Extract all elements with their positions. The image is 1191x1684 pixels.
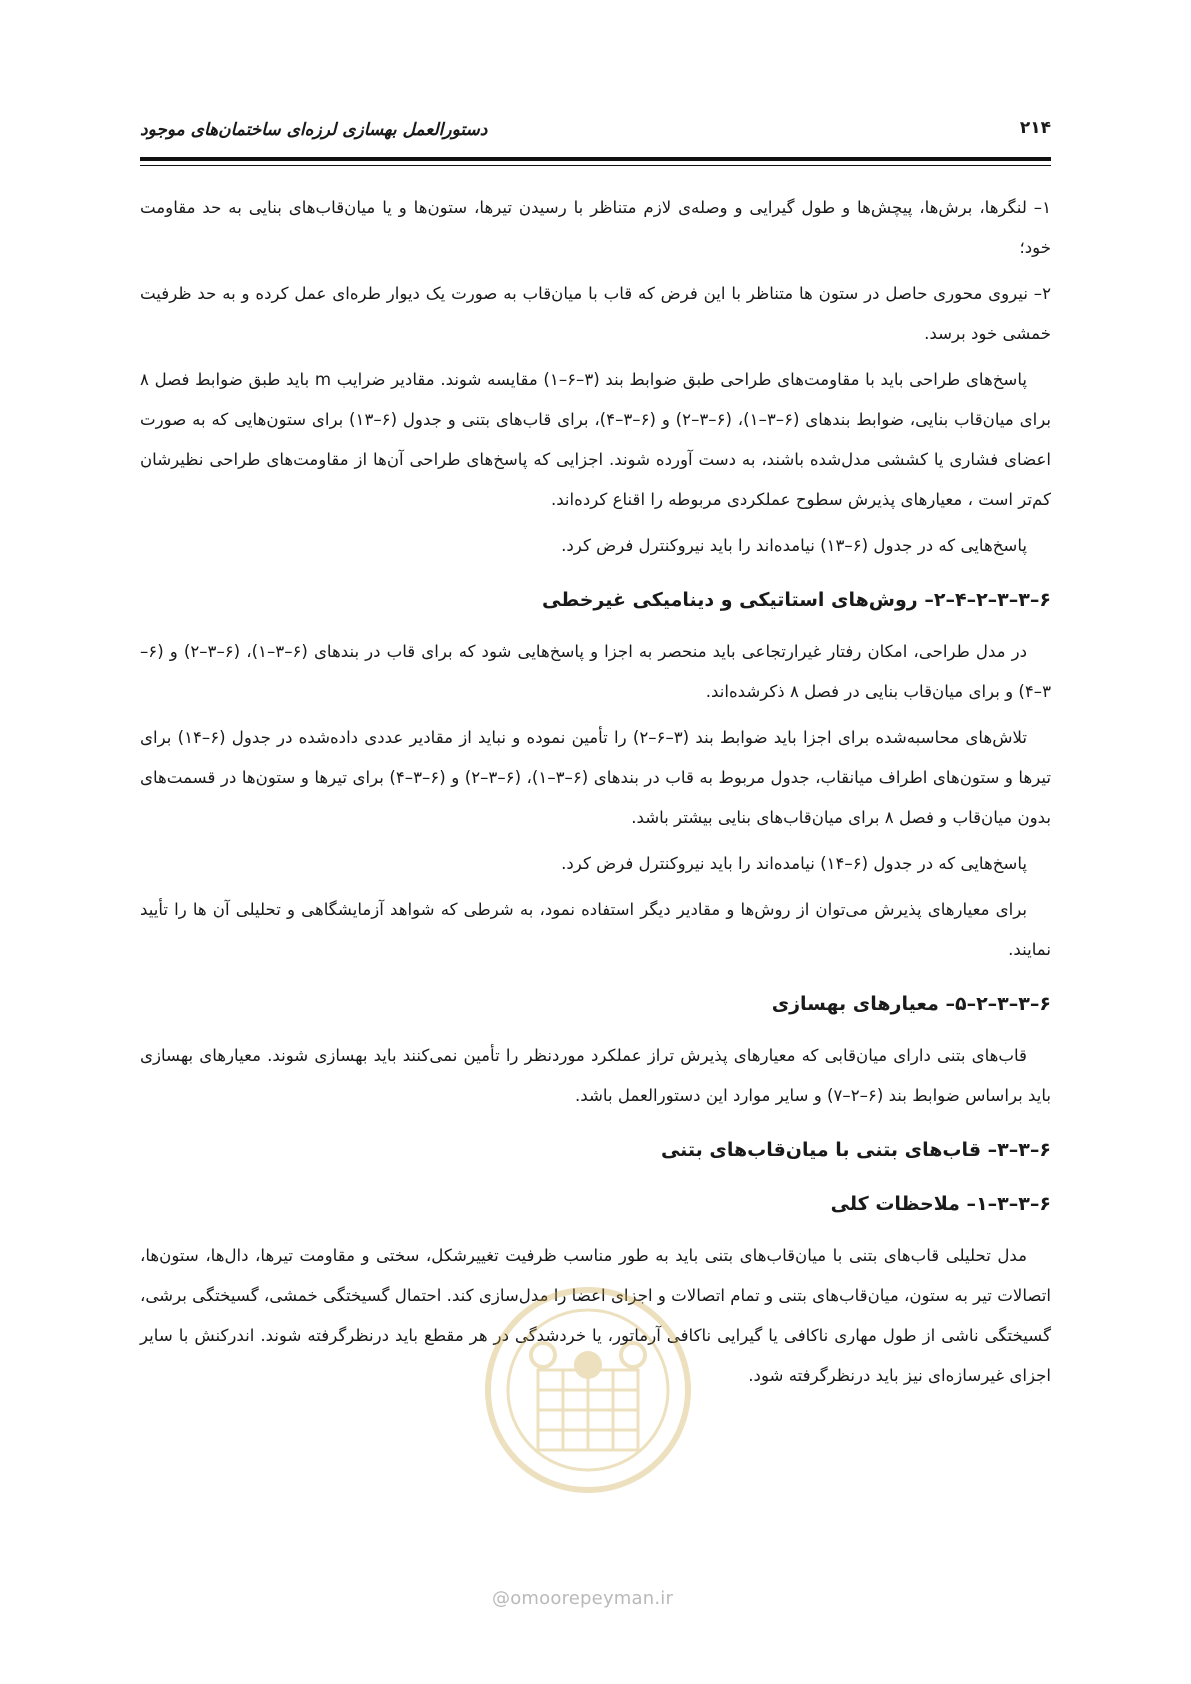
page-content — [140, 188, 1051, 1402]
paragraph-item-2: ۲– نیروی محوری حاصل در ستون ها متناظر با این فرض که قاب با میان‌قاب به صورت یک دیوار طره‌ای عمل کرده و به حد ظرفیت خمشی خود برسد. — [140, 284, 1051, 343]
watermark-site: @omoorepeyman.ir — [492, 1588, 674, 1609]
paragraph-force-controlled-14: پاسخ‌هایی که در جدول (۶–۱۴) نیامده‌اند را باید نیروکنترل فرض کرد. — [561, 854, 1027, 873]
heading-nonlinear-methods: ۶–۳–۳–۲–۴–۲– روش‌های استاتیکی و دینامیکی غیرخطی — [541, 589, 1051, 611]
paragraph-force-controlled-13: پاسخ‌هایی که در جدول (۶–۱۳) نیامده‌اند را باید نیروکنترل فرض کرد. — [561, 536, 1027, 555]
paragraph-design-responses: پاسخ‌های طراحی باید با مقاومت‌های طراحی طبق ضوابط بند (۳–۶–۱) مقایسه شوند. مقادیر ضرایب m باید طبق ضوابط فصل ۸ برای میان‌قاب بنایی، ضوابط بندهای (۶–۳–۱)، (۶–۳–۲) و (۶–۳–۴)، برای قاب‌های بتنی و جدول (۶–۱۳) برای ستون‌هایی که به صورت اعضای فشاری یا کششی مدل‌شده باشند، به دست آورده شوند. اجزایی که پاسخ‌های طراحی آن‌ها از مقاومت‌های طراحی نظیرشان کم‌تر است ، معیارهای پذیرش سطوح عملکردی مربوطه را اقناع کرده‌اند. — [140, 370, 1051, 509]
heading-general-considerations: ۶–۳–۳–۱– ملاحظات کلی — [830, 1193, 1051, 1215]
paragraph-computed-actions: تلاش‌های محاسبه‌شده برای اجزا باید ضوابط بند (۳–۶–۲) را تأمین نموده و نباید از مقادیر عددی داده‌شده در جدول (۶–۱۴) برای تیرها و ستون‌های اطراف میانقاب، جدول مربوط به قاب در بندهای (۶–۳–۱)، (۶–۳–۲) و (۶–۳–۴) برای تیرها و ستون‌ها در قسمت‌های بدون میان‌قاب و فصل ۸ برای میان‌قاب‌های بنایی بیشتر باشد. — [140, 728, 1052, 827]
book-title: دستورالعمل بهسازی لرزه‌ای ساختمان‌های موجود — [140, 120, 488, 140]
page-header — [140, 118, 1051, 148]
paragraph-rehab-criteria: قاب‌های بتنی دارای میان‌قابی که معیارهای پذیرش تراز عملکرد موردنظر را تأمین نمی‌کنند باید بهسازی شوند. معیارهای بهسازی باید براساس ضوابط بند (۶–۲–۷) و سایر موارد این دستورالعمل باشد. — [140, 1046, 1051, 1105]
header-rule-thick — [140, 157, 1051, 161]
heading-concrete-frames-concrete-infill: ۶–۳–۳– قاب‌های بتنی با میان‌قاب‌های بتنی — [660, 1139, 1051, 1161]
paragraph-item-1: ۱– لنگرها، برش‌ها، پیچش‌ها و طول گیرایی و وصله‌ی لازم متناظر با رسیدن تیرها، ستون‌ها و یا میان‌قاب‌های بنایی به حد مقاومت خود؛ — [140, 198, 1051, 257]
paragraph-inelastic-behavior: در مدل طراحی، امکان رفتار غیرارتجاعی باید منحصر به اجزا و پاسخ‌هایی شود که برای قاب در بندهای (۶–۳–۱)، (۶–۳–۲) و (۶–۳–۴) و برای میان‌قاب بنایی در فصل ۸ ذکرشده‌اند. — [140, 642, 1051, 701]
paragraph-alternative-criteria: برای معیارهای پذیرش می‌توان از روش‌ها و مقادیر دیگر استفاده نمود، به شرطی که شواهد آزمایشگاهی و تحلیلی آن ها را تأیید نمایند. — [140, 900, 1051, 959]
paragraph-analytical-model: مدل تحلیلی قاب‌های بتنی با میان‌قاب‌های بتنی باید به طور مناسب ظرفیت تغییرشکل، سختی و مقاومت تیرها، دال‌ها، ستون‌ها، اتصالات تیر به ستون، میان‌قاب‌های بتنی و تمام اتصالات و اجزای اعضا را مدل‌سازی کند. احتمال گسیختگی خمشی، گسیختگی برشی، گسیختگی ناشی از طول مهاری ناکافی یا گیرایی ناکافی آرماتور، یا خردشدگی در هر مقطع باید درنظرگرفته شوند. اندرکنش با سایر اجزای غیرسازه‌ای نیز باید درنظرگرفته شود. — [140, 1246, 1051, 1385]
page-number: ۲۱۴ — [1019, 118, 1051, 138]
header-rule-thin — [140, 165, 1051, 166]
watermark-seal — [468, 1270, 708, 1540]
heading-rehab-criteria: ۶–۳–۳–۲–۵– معیارهای بهسازی — [771, 993, 1051, 1015]
